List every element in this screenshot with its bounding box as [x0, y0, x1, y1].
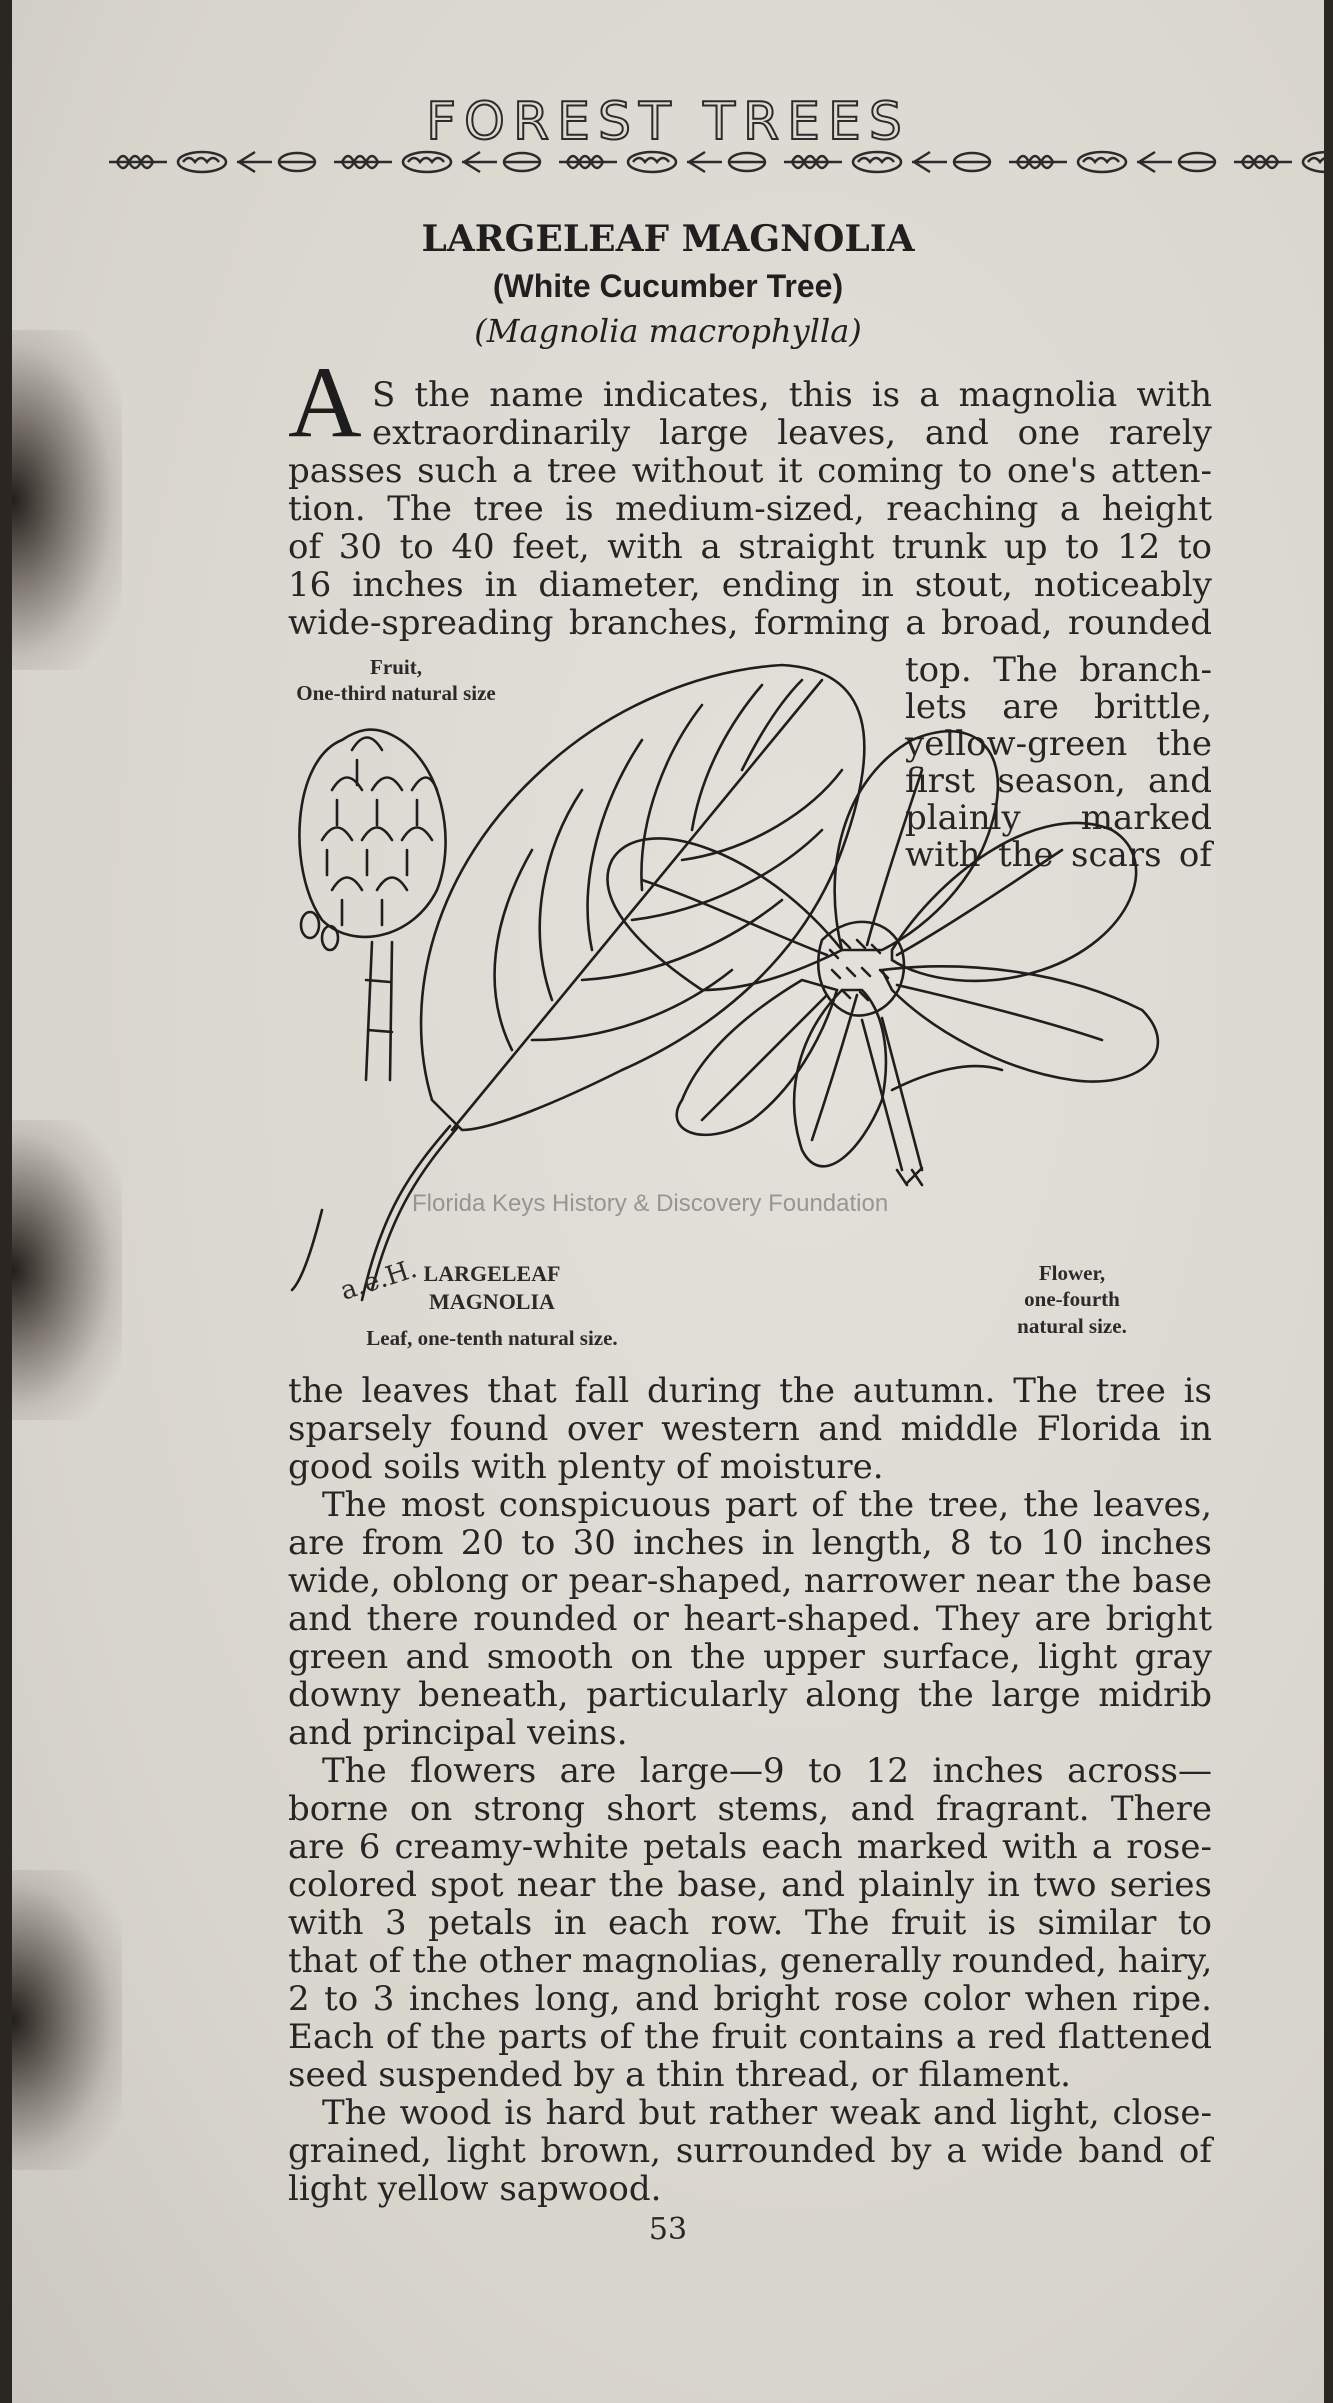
leaf-caption: Leaf, one-tenth natural size.: [366, 1326, 618, 1350]
text-line: top. The branch-: [905, 650, 1212, 690]
fruit-caption-line: Fruit,: [370, 655, 422, 679]
text-line: and principal veins.: [288, 1713, 628, 1753]
text-line: the leaves that fall during the autumn. The tree is: [288, 1371, 1212, 1411]
text-line: 2 to 3 inches long, and bright rose color when ripe.: [288, 1979, 1212, 2019]
text-line: and there rounded or heart-shaped. They are bright: [288, 1599, 1212, 1639]
text-line: grained, light brown, surrounded by a wide band of: [288, 2131, 1212, 2171]
text-line: wide, oblong or pear-shaped, narrower near the base: [288, 1561, 1212, 1601]
text-line: green and smooth on the upper surface, light gray: [288, 1637, 1212, 1677]
text-line: tion. The tree is medium-sized, reaching a height: [288, 489, 1212, 529]
artist-initials: a.e.H.: [336, 1253, 421, 1307]
text-line: downy beneath, particularly along the large midrib: [288, 1675, 1212, 1715]
book-page: [12, 0, 1324, 2403]
text-line: Each of the parts of the fruit contains a red flattened: [288, 2017, 1212, 2057]
common-name: (White Cucumber Tree): [492, 268, 844, 304]
text-line: are from 20 to 30 inches in length, 8 to 10 inches: [288, 1523, 1212, 1563]
article-title: LARGELEAF MAGNOLIA: [421, 218, 915, 260]
decorative-border: [107, 140, 1324, 184]
text-line: sparsely found over western and middle Florida in: [288, 1409, 1212, 1449]
text-line: with 3 petals in each row. The fruit is similar to: [288, 1903, 1212, 1943]
text-line: 16 inches in diameter, ending in stout, noticeably: [288, 565, 1212, 605]
text-line: are 6 creamy-white petals each marked with a rose-: [288, 1827, 1212, 1867]
flower-caption-line: Flower,: [1038, 1261, 1106, 1285]
scientific-name: (Magnolia macrophylla): [474, 312, 862, 350]
text-line: with the scars of: [905, 835, 1212, 875]
text-line: lets are brittle,: [905, 687, 1212, 727]
burn-mark: [12, 330, 122, 670]
flower-drawing: [608, 731, 1158, 1185]
text-line: The flowers are large—9 to 12 inches across—: [322, 1751, 1212, 1791]
fruit-drawing: [299, 730, 445, 1080]
text-line: good soils with plenty of moisture.: [288, 1447, 884, 1487]
text-line: of 30 to 40 feet, with a straight trunk up to 12 to: [288, 527, 1212, 567]
burn-mark: [12, 1120, 122, 1420]
text-line: plainly marked: [905, 798, 1212, 838]
text-line: The most conspicuous part of the tree, the leaves,: [322, 1485, 1212, 1525]
name-label-line: MAGNOLIA: [429, 1288, 555, 1314]
flower-caption-line: natural size.: [1017, 1313, 1127, 1338]
text-line: extraordinarily large leaves, and one rarely: [372, 413, 1212, 453]
fruit-caption-line: One-third natural size: [296, 681, 496, 706]
name-label-line: LARGELEAF: [423, 1261, 561, 1286]
text-line: wide-spreading branches, forming a broad, rounded: [288, 603, 1212, 643]
text-line: S the name indicates, this is a magnolia with: [372, 375, 1212, 415]
text-line: The wood is hard but rather weak and light, close-: [322, 2093, 1212, 2133]
text-line: that of the other magnolias, generally rounded, hairy,: [288, 1941, 1213, 1981]
magnolia-illustration: [282, 650, 1212, 1370]
text-line: light yellow sapwood.: [288, 2169, 662, 2209]
text-line: first season, and: [905, 761, 1212, 801]
text-line: borne on strong short stems, and fragrant. There: [288, 1789, 1212, 1829]
running-header: FOREST TREES: [426, 92, 910, 152]
text-line: seed suspended by a thin thread, or filament.: [288, 2055, 1071, 2095]
drop-cap: A: [288, 346, 362, 459]
flower-caption-line: one-fourth: [1024, 1287, 1120, 1312]
burn-mark: [12, 1870, 122, 2170]
text-line: colored spot near the base, and plainly in two series: [288, 1865, 1212, 1905]
name-label: [362, 1260, 622, 1315]
text-line: yellow-green the: [905, 724, 1212, 764]
page-number: 53: [648, 2212, 688, 2247]
fruit-caption: [296, 654, 496, 707]
text-line: passes such a tree without it coming to one's atten-: [288, 451, 1212, 491]
flower-caption: [997, 1260, 1147, 1339]
watermark: Florida Keys History & Discovery Foundation: [412, 1190, 889, 1217]
